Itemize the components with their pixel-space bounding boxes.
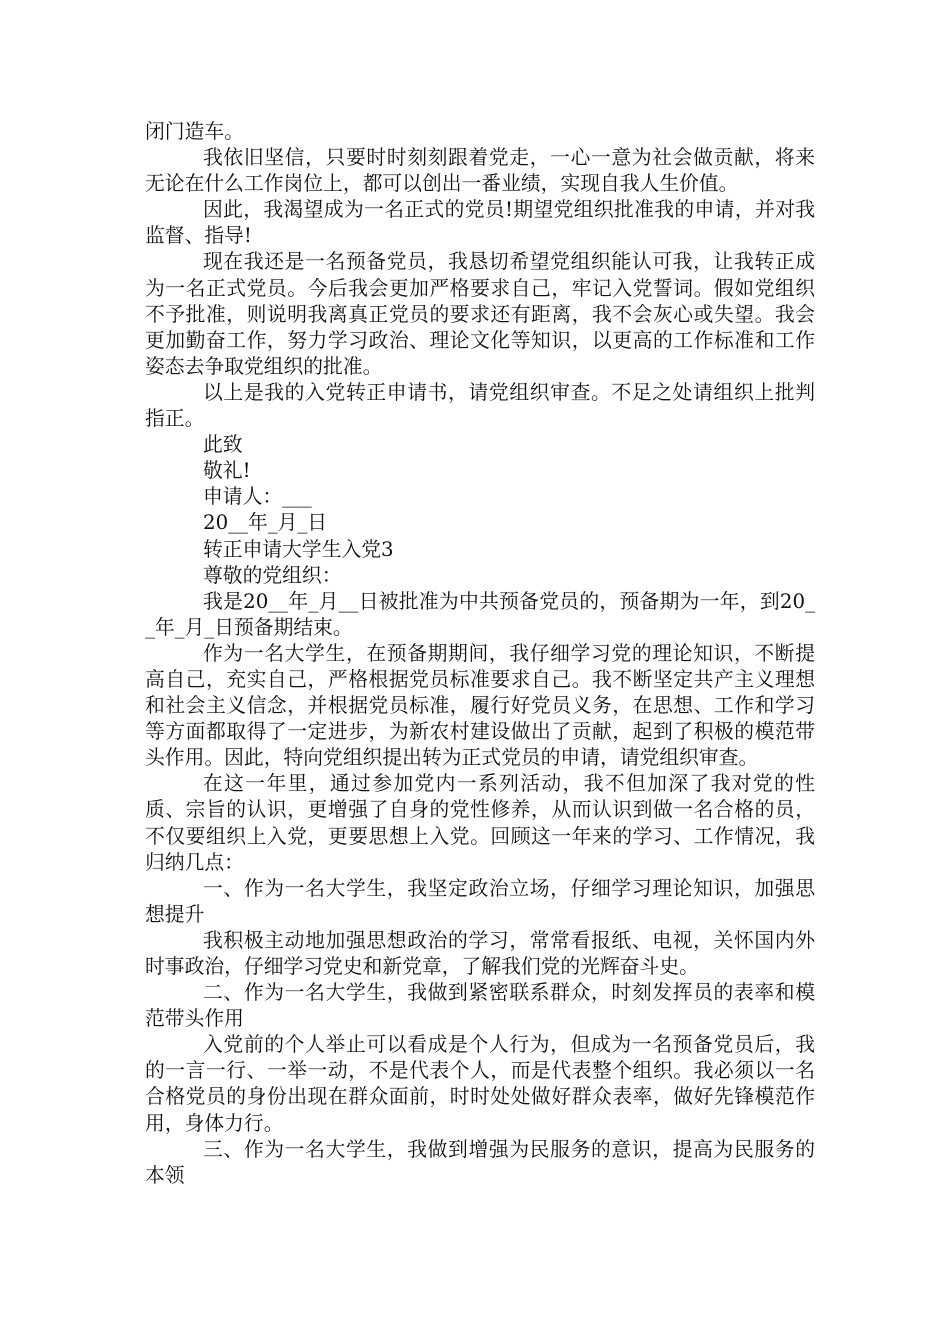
- salutation-line: 此致: [203, 433, 243, 457]
- salutation-line: 敬礼!: [203, 459, 251, 483]
- greeting-line: 尊敬的党组织：: [203, 563, 342, 587]
- applicant-line: 申请人：___: [203, 485, 312, 509]
- paragraph: 以上是我的入党转正申请书，请党组织审查。不足之处请组织上批判指正。: [145, 380, 815, 431]
- paragraph: 我依旧坚信，只要时时刻刻跟着党走，一心一意为社会做贡献，将来无论在什么工作岗位上，都可以创出一番业绩，实现自我人生价值。: [145, 146, 815, 196]
- section-title: 转正申请大学生入党3: [203, 537, 394, 561]
- paragraph: 作为一名大学生，在预备期期间，我仔细学习党的理论知识，不断提高自己，充实自己，严格根据党员标准要求自己。我不断坚定共产主义理想和社会主义信念，并根据党员标准，履行好党员义务，在思想、工作和学习等方面都取得了一定进步，为新农村建设做出了贡献，起到了积极的模范带头作用。因此，特向党组织提出转为正式党员的申请，请党组织审查。: [145, 641, 815, 770]
- paragraph: 入党前的个人举止可以看成是个人行为，但成为一名预备党员后，我的一言一行、一举一动，不是代表个人，而是代表整个组织。我必须以一名合格党员的身份出现在群众面前，时时处处做好群众表率，做好先锋模范作用，身体力行。: [145, 1033, 815, 1135]
- paragraph: 我是20__年_月__日被批准为中共预备党员的，预备期为一年，到20__年_月_日预备期结束。: [145, 589, 815, 639]
- date-line: 20__年_月_日: [203, 511, 328, 535]
- point-heading: 二、作为一名大学生，我做到紧密联系群众，时刻发挥员的表率和模范带头作用: [145, 981, 815, 1031]
- paragraph: 在这一年里，通过参加党内一系列活动，我不但加深了我对党的性质、宗旨的认识，更增强了自身的党性修养，从而认识到做一名合格的员，不仅要组织上入党，更要思想上入党。回顾这一年来的学习、工作情况，我归纳几点：: [145, 772, 815, 874]
- document-body: [145, 119, 815, 1189]
- paragraph: 因此，我渴望成为一名正式的党员!期望党组织批准我的申请，并对我监督、指导!: [145, 198, 815, 248]
- point-heading: 三、作为一名大学生，我做到增强为民服务的意识，提高为民服务的本领: [145, 1137, 815, 1187]
- paragraph: 闭门造车。: [145, 120, 244, 143]
- point-heading: 一、作为一名大学生，我坚定政治立场，仔细学习理论知识，加强思想提升: [145, 876, 815, 926]
- paragraph: 我积极主动地加强思想政治的学习，常常看报纸、电视，关怀国内外时事政治，仔细学习党史和新党章，了解我们党的光辉奋斗史。: [145, 928, 815, 978]
- paragraph: 现在我还是一名预备党员，我恳切希望党组织能认可我，让我转正成为一名正式党员。今后我会更加严格要求自己，牢记入党誓词。假如党组织不予批准，则说明我离真正党员的要求还有距离，我不会灰心或失望。我会更加勤奋工作，努力学习政治、理论文化等知识，以更高的工作标准和工作姿态去争取党组织的批准。: [145, 250, 815, 378]
